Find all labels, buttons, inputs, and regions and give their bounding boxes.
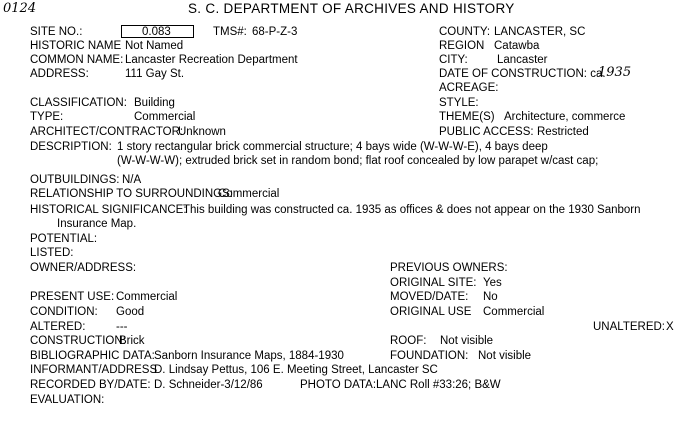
classification-label: CLASSIFICATION: [30,97,127,109]
photo-data-label: PHOTO DATA: [300,379,377,391]
construction-label: CONSTRUCTION: [30,335,126,347]
roof-label: ROOF: [390,335,427,347]
page-number: 0124 [3,1,37,16]
description-line-2: (W-W-W-W); extruded brick set in random bond; flat roof concealed by low parapet w/cast cap; [117,155,599,167]
unaltered-label: UNALTERED: [593,321,665,333]
moved-date-value: No [483,291,498,303]
original-use-label: ORIGINAL USE [390,306,472,318]
roof-value: Not visible [440,335,494,347]
date-of-construction-value: 1935 [598,65,632,80]
type-label: TYPE: [30,111,64,123]
address-label: ADDRESS: [30,68,89,80]
original-site-value: Yes [483,277,502,289]
potential-label: POTENTIAL: [30,233,98,245]
architect-value: Unknown [178,126,226,138]
outbuildings-label: OUTBUILDINGS: [30,174,120,186]
public-access-value: Restricted [537,126,589,138]
county-label: COUNTY: [439,26,491,38]
type-value: Commercial [134,111,196,123]
acreage-label: ACREAGE: [439,82,499,94]
condition-label: CONDITION: [30,306,98,318]
moved-date-label: MOVED/DATE: [390,291,469,303]
informant-label: INFORMANT/ADDRESS [30,364,158,376]
condition-value: Good [116,306,145,318]
bibliographic-value: Sanborn Insurance Maps, 1884-1930 [154,350,344,362]
city-value: Lancaster [497,54,548,66]
foundation-label: FOUNDATION: [390,350,469,362]
present-use-label: PRESENT USE: [30,291,115,303]
page-title: S. C. DEPARTMENT OF ARCHIVES AND HISTORY [188,1,515,16]
altered-value: --- [116,321,128,333]
region-value: Catawba [494,40,540,52]
historic-name-label: HISTORIC NAME [30,40,122,52]
informant-value: D. Lindsay Pettus, 106 E. Meeting Street, Lancaster SC [154,364,438,376]
common-name-value: Lancaster Recreation Department [125,54,298,66]
altered-label: ALTERED: [30,321,86,333]
description-label: DESCRIPTION: [30,141,112,153]
public-access-label: PUBLIC ACCESS: [439,126,534,138]
date-of-construction-label: DATE OF CONSTRUCTION: ca. [439,68,606,80]
original-use-value: Commercial [483,306,545,318]
listed-label: LISTED: [30,247,74,259]
construction-value: Brick [119,335,145,347]
original-site-label: ORIGINAL SITE: [390,277,477,289]
themes-value: Architecture, commerce [504,111,626,123]
county-value: LANCASTER, SC [494,26,586,38]
tms-value: 68-P-Z-3 [252,26,298,38]
address-value: 111 Gay St. [125,68,185,80]
description-line-1: 1 story rectangular brick commercial structure; 4 bays wide (W-W-W-E), 4 bays deep [117,141,548,153]
historical-significance-line-2: Insurance Map. [57,218,137,230]
tms-label: TMS#: [213,26,247,38]
site-no-value: 0.083 [142,26,171,38]
recorded-by-label: RECORDED BY/DATE: [30,379,151,391]
architect-label: ARCHITECT/CONTRACTOR: [30,126,184,138]
site-no-label: SITE NO.: [30,26,83,38]
historical-significance-label: HISTORICAL SIGNIFICANCE: [30,204,187,216]
classification-value: Building [134,97,175,109]
photo-data-value: LANC Roll #33:26; B&W [376,379,501,391]
historic-name-value: Not Named [125,40,184,52]
themes-label: THEME(S) [439,111,495,123]
previous-owners-label: PREVIOUS OWNERS: [390,262,508,274]
unaltered-value: X [666,321,674,333]
owner-address-label: OWNER/ADDRESS: [30,262,137,274]
present-use-value: Commercial [116,291,178,303]
bibliographic-label: BIBLIOGRAPHIC DATA: [30,350,155,362]
recorded-by-value: D. Schneider-3/12/86 [154,379,263,391]
relationship-value: Commercial [218,188,280,200]
style-label: STYLE: [439,97,479,109]
foundation-value: Not visible [478,350,532,362]
common-name-label: COMMON NAME: [30,54,124,66]
outbuildings-value: N/A [122,174,142,186]
region-label: REGION [439,40,485,52]
historical-significance-line-1: This building was constructed ca. 1935 as offices & does not appear on the 1930 Sanborn [183,204,641,216]
relationship-label: RELATIONSHIP TO SURROUNDINGS: [30,188,233,200]
city-label: CITY: [439,54,468,66]
evaluation-label: EVALUATION: [30,394,105,406]
